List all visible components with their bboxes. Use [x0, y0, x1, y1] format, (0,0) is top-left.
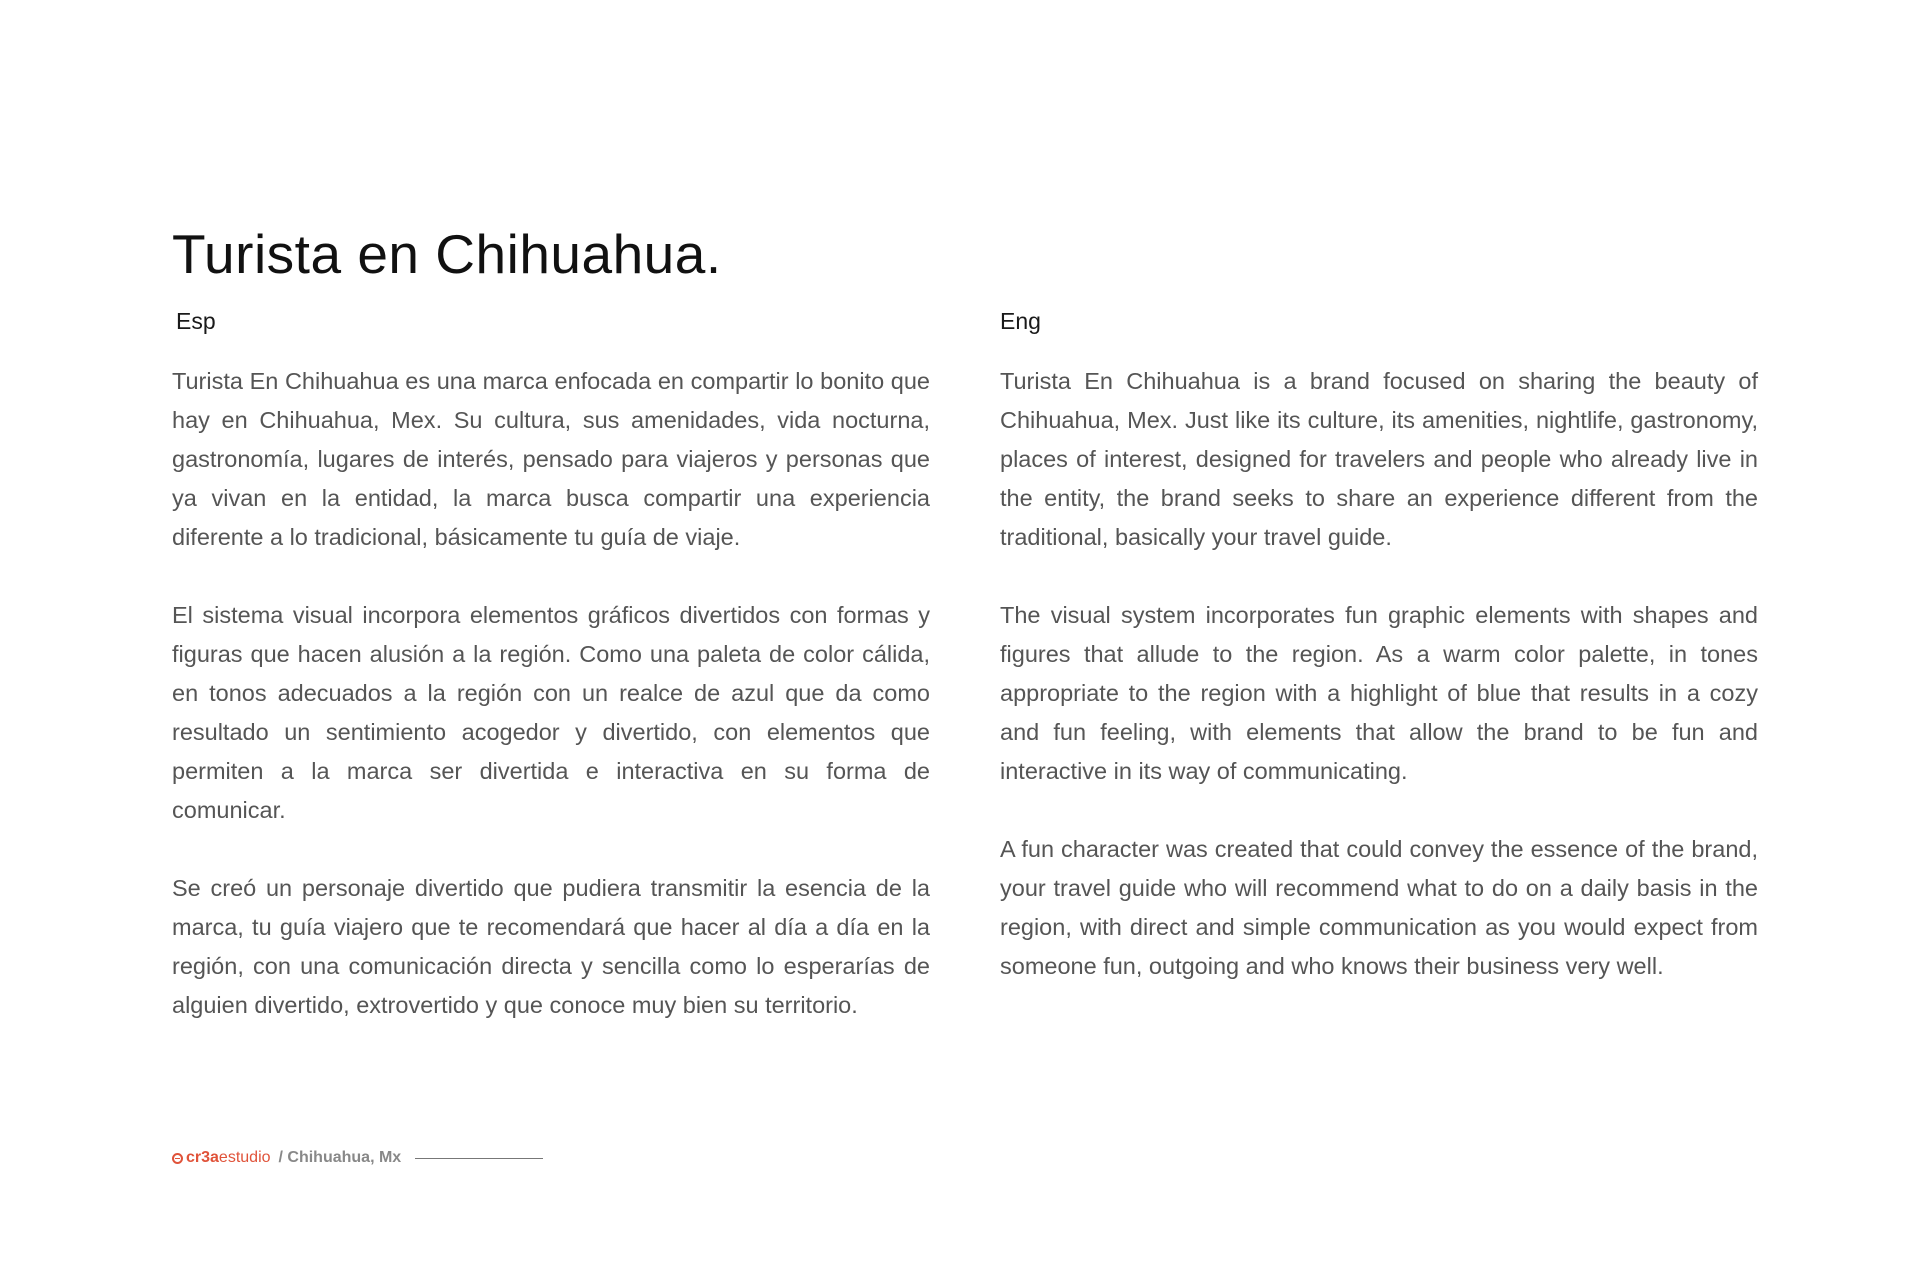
- logo-light-text: estudio: [218, 1149, 271, 1166]
- spanish-column: [172, 302, 930, 1064]
- footer-location: / Chihuahua, Mx: [278, 1149, 402, 1166]
- spanish-label: Esp: [176, 308, 216, 334]
- spanish-paragraph: Turista En Chihuahua es una marca enfocada en compartir lo bonito que hay en Chihuahua, Mex. Su cultura, sus amenidades, vida nocturna, gastronomía, lugares de interés, pensado para viajeros y personas que ya vivan en la entidad, la marca busca compartir una experiencia diferente a lo tradicional, básicamente tu guía de viaje.: [172, 368, 930, 550]
- spanish-paragraph: El sistema visual incorpora elementos gráficos divertidos con formas y figuras que hacen alusión a la región. Como una paleta de color cálida, en tonos adecuados a la región con un realce de azul que da como resultado un sentimiento acogedor y divertido, con elementos que permiten a la marca ser divertida e interactiva en su forma de comunicar.: [172, 602, 930, 823]
- english-paragraph: The visual system incorporates fun graphic elements with shapes and figures that allude to the region. As a warm color palette, in tones appropriate to the region with a highlight of blue that results in a cozy and fun feeling, with elements that allow the brand to be fun and interactive in its way of communicating.: [1000, 602, 1758, 784]
- footer: [172, 1148, 543, 1168]
- english-paragraph: A fun character was created that could convey the essence of the brand, your travel guide who will recommend what to do on a daily basis in the region, with direct and simple communication as you would expect from someone fun, outgoing and who knows their business very well.: [1000, 836, 1758, 979]
- footer-divider: [415, 1158, 543, 1159]
- page-title: Turista en Chihuahua.: [172, 223, 722, 285]
- english-paragraph: Turista En Chihuahua is a brand focused on sharing the beauty of Chihuahua, Mex. Just like its culture, its amenities, nightlife, gastronomy, places of interest, designed for travelers and people who already live in the entity, the brand seeks to share an experience different from the traditional, basically your travel guide.: [1000, 368, 1758, 550]
- cr3a-logo-icon: [172, 1153, 183, 1164]
- english-column: [1000, 302, 1758, 1025]
- spanish-paragraph: Se creó un personaje divertido que pudiera transmitir la esencia de la marca, tu guía viajero que te recomendará que hacer al día a día en la región, con una comunicación directa y sencilla como lo esperarías de alguien divertido, extrovertido y que conoce muy bien su territorio.: [172, 875, 930, 1018]
- logo-bold-text: cr3a: [186, 1149, 219, 1166]
- studio-logo: [172, 1149, 271, 1167]
- english-label: Eng: [1000, 308, 1041, 334]
